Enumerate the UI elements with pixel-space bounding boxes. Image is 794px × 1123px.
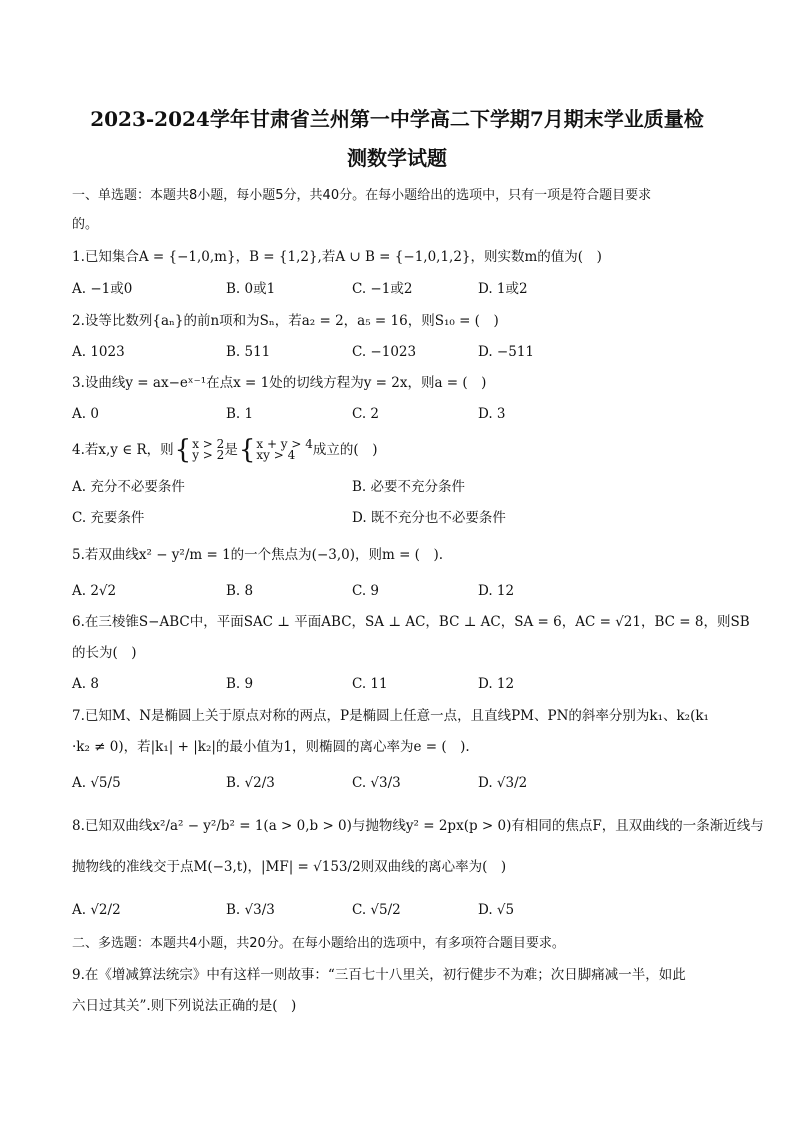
question-5-option-c: C. 9 [352, 583, 380, 599]
question-8-option-a: A. √2/2 [72, 902, 121, 918]
question-4-system-2 [256, 439, 313, 461]
question-8-option-c: C. √5/2 [352, 902, 401, 918]
question-6-option-b: B. 9 [226, 676, 254, 692]
question-8-stem-line-2: 抛物线的准线交于点M(−3,t)，|MF| = √153/2则双曲线的离心率为( ) [72, 859, 507, 875]
question-7-option-c: C. √3/3 [352, 775, 401, 791]
question-3-option-d: D. 3 [478, 406, 506, 422]
question-8-stem-line-1: 8.已知双曲线x²/a² − y²/b² = 1(a > 0,b > 0)与抛物线y² = 2px(p > 0)有相同的焦点F，且双曲线的一条渐近线与 [72, 818, 764, 834]
document-title-line-2: 测数学试题 [347, 146, 447, 170]
question-4-suffix: 成立的( ) [312, 442, 378, 458]
question-7-stem-line-2: ·k₂ ≠ 0)，若|k₁| + |k₂|的最小值为1，则椭圆的离心率为e = ( ). [72, 739, 470, 755]
question-9-stem-line-2: 六日过其关”.则下列说法正确的是( ) [72, 998, 297, 1014]
question-8-option-d: D. √5 [478, 902, 515, 918]
question-2-option-b: B. 511 [226, 344, 271, 360]
question-4-system-1 [192, 439, 224, 461]
question-9-stem-line-1: 9.在《增减算法统宗》中有这样一则故事：“三百七十八里关，初行健步不为难；次日脚痛减一半，如此 [72, 967, 686, 983]
question-2-option-c: C. −1023 [352, 344, 417, 360]
question-7-stem-line-1: 7.已知M、N是椭圆上关于原点对称的两点，P是椭圆上任意一点，且直线PM、PN的斜率分别为k₁、k₂(k₁ [72, 708, 709, 724]
question-7-option-d: D. √3/2 [478, 775, 528, 791]
section-2-heading: 二、多选题：本题共4小题，共20分。在每小题给出的选项中，有多项符合题目要求。 [72, 936, 565, 951]
question-7-option-b: B. √2/3 [226, 775, 275, 791]
question-5-option-d: D. 12 [478, 583, 515, 599]
question-1-stem: 1.已知集合A = {−1,0,m}，B = {1,2},若A ∪ B = {−1,0,1,2}，则实数m的值为( ) [72, 249, 602, 265]
section-1-heading: 一、单选题：本题共8小题，每小题5分，共40分。在每小题给出的选项中，只有一项是符合题目要求 [72, 188, 652, 203]
question-6-option-c: C. 11 [352, 676, 388, 692]
question-3-option-b: B. 1 [226, 406, 254, 422]
question-4-prefix: 4.若x,y ∈ R，则 [72, 442, 174, 458]
question-2-option-d: D. −511 [478, 344, 535, 360]
question-1-option-c: C. −1或2 [352, 281, 413, 297]
question-3-option-a: A. 0 [72, 406, 99, 422]
question-4-option-c: C. 充要条件 [72, 510, 145, 526]
question-4-system-1-top: x > 2 [192, 437, 225, 451]
question-2-stem: 2.设等比数列{aₙ}的前n项和为Sₙ，若a₂ = 2，a₅ = 16，则S₁₀ = ( ) [72, 313, 499, 329]
section-1-heading-cont: 的。 [72, 217, 99, 232]
question-6-stem-line-1: 6.在三棱锥S−ABC中，平面SAC ⊥ 平面ABC，SA ⊥ AC，BC ⊥ AC，SA = 6，AC = √21，BC = 8，则SB [72, 614, 750, 630]
question-7-option-a: A. √5/5 [72, 775, 121, 791]
question-6-option-a: A. 8 [72, 676, 99, 692]
question-4-option-b: B. 必要不充分条件 [352, 479, 466, 495]
question-3-option-c: C. 2 [352, 406, 380, 422]
question-1-option-b: B. 0或1 [226, 281, 276, 297]
document-title-line-1: 2023-2024学年甘肃省兰州第一中学高二下学期7月期末学业质量检 [90, 107, 704, 131]
question-5-stem: 5.若双曲线x² − y²/m = 1的一个焦点为(−3,0)，则m = ( ). [72, 547, 444, 563]
question-6-stem-line-2: 的长为( ) [72, 645, 137, 661]
question-4-option-d: D. 既不充分也不必要条件 [352, 510, 506, 526]
question-5-option-a: A. 2√2 [72, 583, 117, 599]
question-4-system-2-bottom: xy > 4 [256, 448, 296, 462]
question-4-stem [72, 435, 378, 465]
left-brace-glyph: { [238, 435, 256, 465]
question-4-middle: 是 [224, 442, 238, 458]
question-2-option-a: A. 1023 [72, 344, 125, 360]
question-6-option-d: D. 12 [478, 676, 515, 692]
question-4-system-1-bottom: y > 2 [192, 448, 225, 462]
left-brace-glyph: { [174, 435, 192, 465]
question-8-option-b: B. √3/3 [226, 902, 275, 918]
question-1-option-d: D. 1或2 [478, 281, 528, 297]
question-3-stem: 3.设曲线y = ax−eˣ⁻¹在点x = 1处的切线方程为y = 2x，则a = ( ) [72, 375, 487, 391]
question-4-system-2-top: x + y > 4 [256, 437, 313, 451]
question-1-option-a: A. −1或0 [72, 281, 133, 297]
question-4-option-a: A. 充分不必要条件 [72, 479, 185, 495]
question-5-option-b: B. 8 [226, 583, 254, 599]
